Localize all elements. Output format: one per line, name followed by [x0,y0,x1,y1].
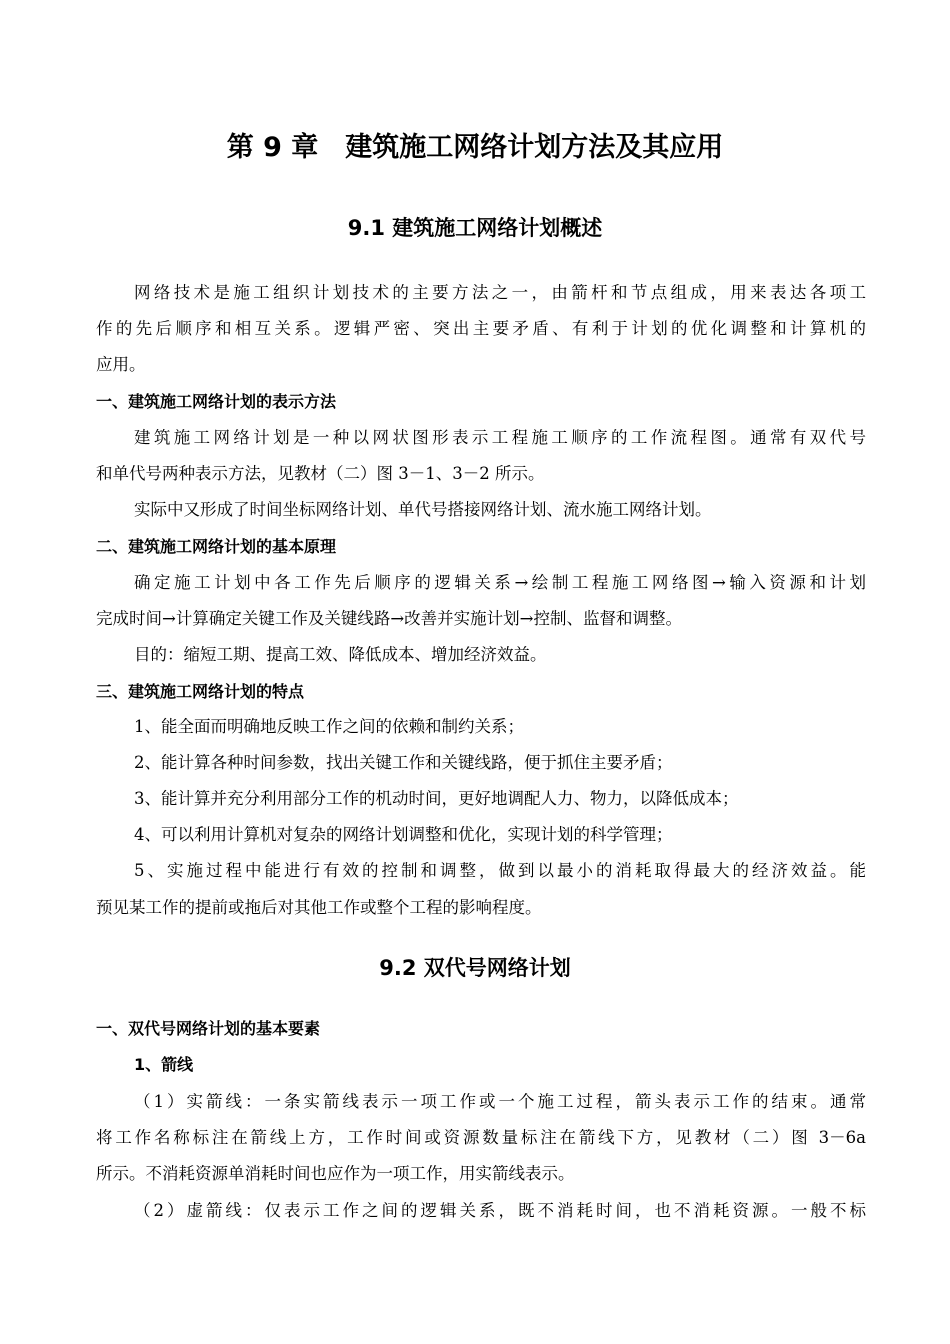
solid-arrow-line-3: 所示。不消耗资源单消耗时间也应作为一项工作，用实箭线表示。 [96,1164,575,1183]
feature-item-3: 3、能计算并充分利用部分工作的机动时间，更好地调配人力、物力，以降低成本； [134,789,739,808]
solid-arrow-line-1: （1）实箭线：一条实箭线表示一项工作或一个施工过程，箭头表示工作的结束。通常 [134,1092,866,1111]
feature-item-4: 4、可以利用计算机对复杂的网络计划调整和优化，实现计划的科学管理； [134,825,673,844]
section-title-9-2: 9.2 双代号网络计划 [379,956,571,980]
heading-basic-principle: 二、建筑施工网络计划的基本原理 [96,537,337,556]
feature-item-2: 2、能计算各种时间参数，找出关键工作和关键线路，便于抓住主要矛盾； [134,753,673,772]
intro-line-1: 网络技术是施工组织计划技术的主要方法之一，由箭杆和节点组成，用来表达各项工 [134,283,866,302]
heading-features: 三、建筑施工网络计划的特点 [96,682,305,701]
solid-arrow-line-2: 将工作名称标注在箭线上方，工作时间或资源数量标注在箭线下方，见教材（二）图 3－6a [96,1128,866,1147]
part1-para1-line-2: 和单代号两种表示方法，见教材（二）图 3－1、3－2 所示。 [96,464,545,483]
intro-line-2: 作的先后顺序和相互关系。逻辑严密、突出主要矛盾、有利于计划的优化调整和计算机的 [96,319,866,338]
part2-para1-line-2: 完成时间→计算确定关键工作及关键线路→改善并实施计划→控制、监督和调整。 [96,609,682,628]
section-title-9-1: 9.1 建筑施工网络计划概述 [347,216,603,240]
part2-para1-line-1: 确定施工计划中各工作先后顺序的逻辑关系→绘制工程施工网络图→输入资源和计划 [134,573,866,592]
chapter-title: 第 9 章 建筑施工网络计划方法及其应用 [226,132,724,163]
feature-item-5-line-2: 预见某工作的提前或拖后对其他工作或整个工程的影响程度。 [96,898,542,917]
subheading-arrows: 1、箭线 [134,1055,194,1074]
heading-basic-elements: 一、双代号网络计划的基本要素 [96,1019,321,1038]
dashed-arrow-line-1: （2）虚箭线：仅表示工作之间的逻辑关系，既不消耗时间，也不消耗资源。一般不标 [134,1201,866,1220]
feature-item-5-line-1: 5、实施过程中能进行有效的控制和调整，做到以最小的消耗取得最大的经济效益。能 [134,861,866,880]
part2-para2: 目的：缩短工期、提高工效、降低成本、增加经济效益。 [134,645,547,664]
intro-line-3: 应用。 [96,355,146,374]
part1-para2: 实际中又形成了时间坐标网络计划、单代号搭接网络计划、流水施工网络计划。 [134,500,712,519]
heading-representation-methods: 一、建筑施工网络计划的表示方法 [96,392,337,411]
part1-para1-line-1: 建筑施工网络计划是一种以网状图形表示工程施工顺序的工作流程图。通常有双代号 [134,428,866,447]
feature-item-1: 1、能全面而明确地反映工作之间的依赖和制约关系； [134,717,524,736]
